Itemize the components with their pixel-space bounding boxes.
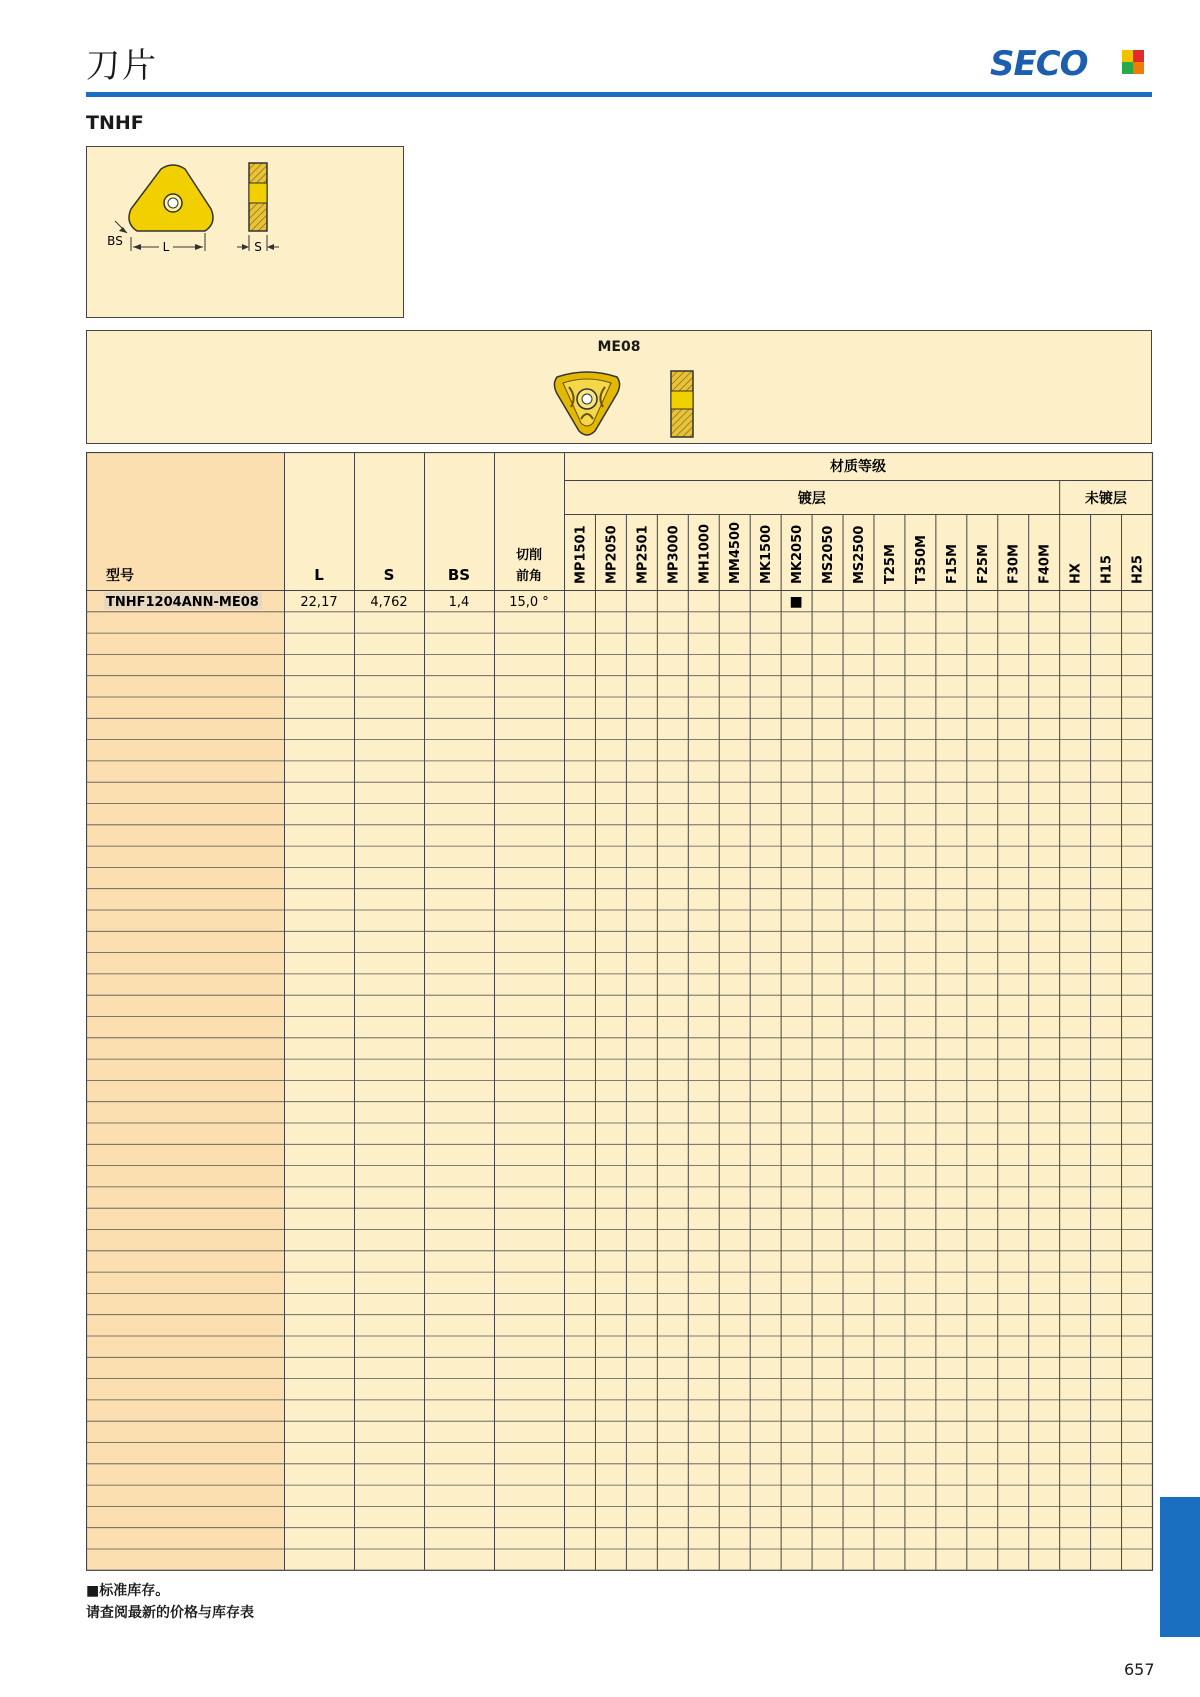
price-list-note: 请查阅最新的价格与库存表	[86, 1605, 254, 1621]
grade-header-mp2501: MP2501	[635, 525, 651, 584]
grade-header-hx: HX	[1068, 563, 1084, 584]
grade-table	[86, 452, 1154, 1576]
grade-header-f40m: F40M	[1037, 544, 1053, 584]
grade-header-t25m: T25M	[882, 544, 898, 584]
chapter-side-tab[interactable]	[1160, 1497, 1200, 1637]
column-header-s: S	[383, 566, 395, 584]
value-cell: 1,4	[448, 595, 470, 610]
grade-group-header: 材质等级	[830, 459, 886, 475]
grade-header-h15: H15	[1099, 555, 1115, 584]
me08-insert-icon	[547, 367, 707, 441]
grade-header-ms2500: MS2500	[852, 525, 867, 584]
dim-s-label: S	[254, 240, 262, 254]
grade-header-t350m: T350M	[913, 535, 929, 584]
data-area-bg	[284, 453, 1152, 1571]
dimension-drawing-panel	[86, 146, 404, 318]
page-title: 刀片	[86, 46, 158, 86]
grade-header-mp3000: MP3000	[666, 525, 682, 584]
grade-header-ms2050: MS2050	[821, 525, 837, 584]
grade-header-mk2050: MK2050	[790, 524, 806, 584]
grade-header-mk1500: MK1500	[759, 524, 775, 584]
footer-note	[86, 1580, 254, 1624]
page-number: 657	[1124, 1660, 1155, 1679]
stock-legend: ■标准库存。	[86, 1583, 170, 1599]
geometry-panel	[86, 330, 1152, 444]
coated-header: 镀层	[797, 491, 826, 507]
grade-header-f15m: F15M	[944, 544, 960, 584]
model-column-bg	[87, 453, 285, 1571]
brand-logo: SECO	[990, 44, 1088, 84]
grade-header-f30m: F30M	[1006, 544, 1022, 584]
header-rule	[86, 92, 1152, 97]
angle-header-line1: 切削	[515, 548, 543, 563]
grade-table-grid	[86, 452, 1154, 1572]
grade-header-mp1501: MP1501	[573, 525, 589, 584]
column-header-bs: BS	[447, 566, 471, 584]
value-cell: 15,0 °	[509, 595, 549, 610]
value-cell: 22,17	[300, 595, 338, 610]
value-cell: 4,762	[370, 595, 408, 610]
insert-dimension-drawing	[87, 147, 403, 317]
grade-header-mp2050: MP2050	[604, 525, 620, 584]
uncoated-header: 未镀层	[1084, 491, 1127, 507]
insert-side-view-icon	[249, 163, 267, 231]
grade-header-mh1000: MH1000	[697, 524, 713, 584]
grade-header-f25m: F25M	[975, 544, 991, 584]
dim-l-label: L	[162, 240, 170, 254]
grade-header-h25: H25	[1130, 555, 1146, 584]
stock-mark: ■	[789, 594, 803, 610]
grade-header-mm4500: MM4500	[728, 521, 744, 584]
column-header-l: L	[314, 566, 324, 584]
model-cell: TNHF1204ANN-ME08	[106, 595, 259, 610]
model-header: 型号	[106, 568, 134, 584]
section-label: TNHF	[86, 112, 144, 134]
dim-bs-label: BS	[107, 234, 123, 248]
geometry-label: ME08	[597, 339, 641, 355]
angle-header-line2: 前角	[515, 569, 543, 584]
brand-mark-icon	[1122, 50, 1144, 74]
